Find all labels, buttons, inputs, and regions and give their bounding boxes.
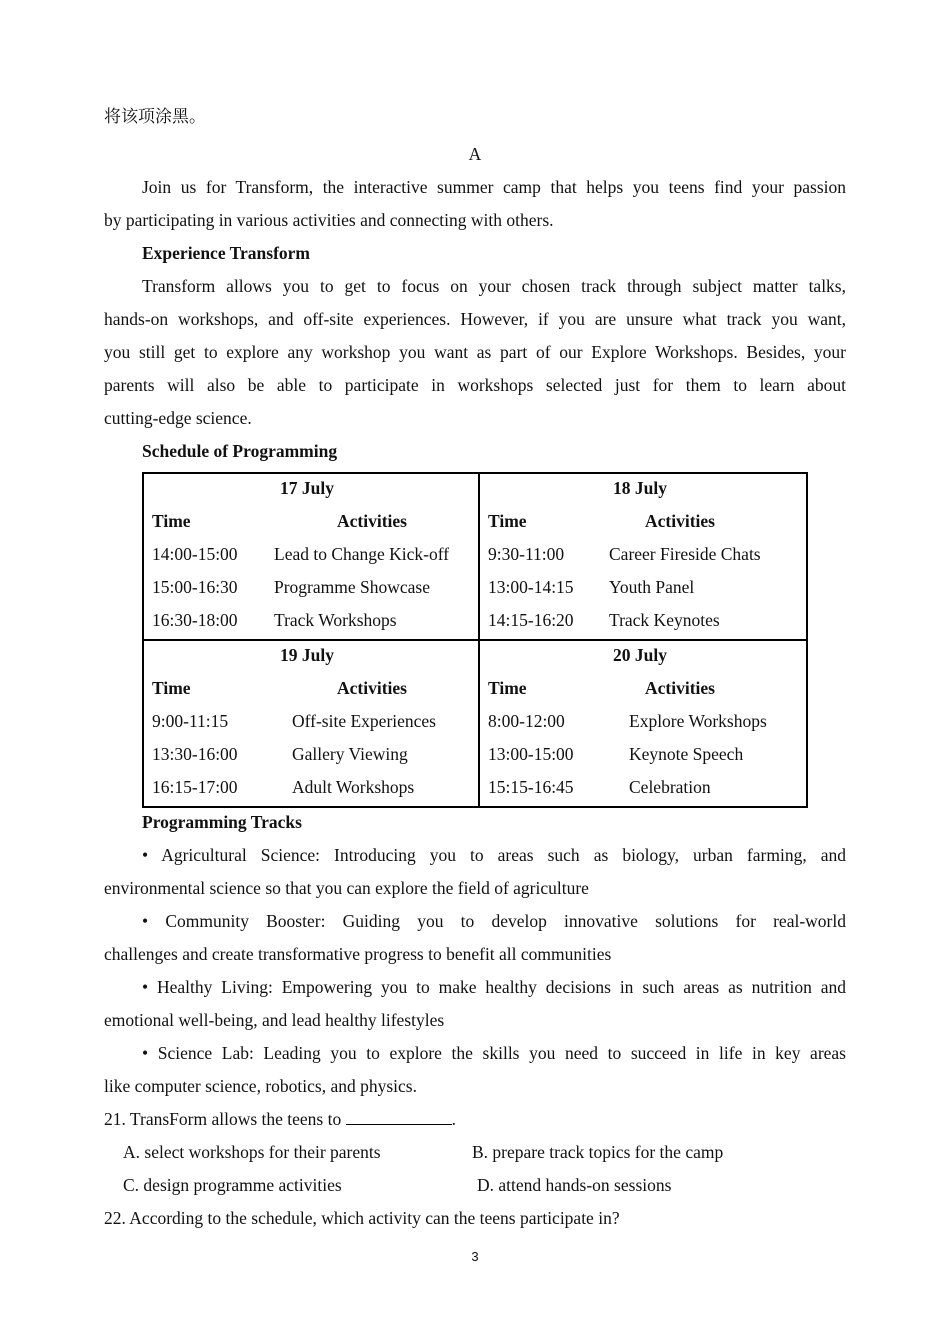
- schedule-time: 16:15-17:00: [152, 777, 238, 797]
- track-item-line: environmental science so that you can explore the field of agriculture: [104, 878, 589, 898]
- day-date: 17 July: [280, 478, 334, 498]
- schedule-day-17-july: [144, 474, 480, 639]
- answer-blank: [346, 1108, 452, 1125]
- schedule-activity: Career Fireside Chats: [609, 544, 761, 564]
- schedule-activity: Youth Panel: [609, 577, 695, 597]
- schedule-activity: Track Keynotes: [609, 610, 720, 630]
- instruction-text: 将该项涂黑。: [104, 107, 206, 127]
- page-number: 3: [471, 1249, 479, 1264]
- schedule-time: 9:00-11:15: [152, 711, 229, 731]
- experience-line: Transform allows you to get to focus on your chosen track through subject matter talks,: [142, 276, 846, 296]
- schedule-activity: Track Workshops: [274, 610, 397, 630]
- schedule-activity: Keynote Speech: [629, 744, 744, 764]
- activities-header: Activities: [645, 678, 715, 698]
- schedule-time: 9:30-11:00: [488, 544, 565, 564]
- schedule-time: 13:30-16:00: [152, 744, 238, 764]
- activities-header: Activities: [337, 511, 407, 531]
- day-date: 18 July: [613, 478, 667, 498]
- schedule-time: 15:00-16:30: [152, 577, 238, 597]
- time-header: Time: [152, 678, 191, 698]
- schedule-time: 13:00-15:00: [488, 744, 574, 764]
- track-item-line: • Science Lab: Leading you to explore the skills you need to succeed in life in key areas: [142, 1043, 846, 1063]
- schedule-heading: Schedule of Programming: [142, 441, 338, 461]
- option-d: D. attend hands-on sessions: [477, 1175, 672, 1195]
- schedule-table-top: [142, 472, 808, 641]
- experience-line: you still get to explore any workshop you want as part of our Explore Workshops. Besides, your: [104, 342, 846, 362]
- schedule-table-bottom: [142, 639, 808, 808]
- section-label: A: [468, 144, 482, 164]
- schedule-activity: Lead to Change Kick-off: [274, 544, 450, 564]
- intro-paragraph-line: by participating in various activities and connecting with others.: [104, 210, 554, 230]
- schedule-time: 15:15-16:45: [488, 777, 574, 797]
- schedule-activity: Gallery Viewing: [292, 744, 408, 764]
- schedule-activity: Off-site Experiences: [292, 711, 436, 731]
- option-c: C. design programme activities: [123, 1175, 342, 1195]
- schedule-time: 16:30-18:00: [152, 610, 238, 630]
- schedule-time: 14:00-15:00: [152, 544, 238, 564]
- time-header: Time: [488, 511, 527, 531]
- question-stem-end: .: [451, 1109, 456, 1129]
- schedule-activity: Explore Workshops: [629, 711, 767, 731]
- option-b: B. prepare track topics for the camp: [472, 1142, 724, 1162]
- schedule-activity: Adult Workshops: [292, 777, 415, 797]
- question-21: [104, 1108, 846, 1130]
- track-item-line: • Agricultural Science: Introducing you to areas such as biology, urban farming, and: [142, 845, 846, 865]
- schedule-time: 13:00-14:15: [488, 577, 574, 597]
- time-header: Time: [488, 678, 527, 698]
- intro-paragraph-line: Join us for Transform, the interactive summer camp that helps you teens find your passion: [142, 177, 846, 197]
- track-item-line: • Healthy Living: Empowering you to make healthy decisions in such areas as nutrition and: [142, 977, 846, 997]
- experience-line: hands-on workshops, and off-site experiences. However, if you are unsure what track you want,: [104, 309, 846, 329]
- time-header: Time: [152, 511, 191, 531]
- activities-header: Activities: [337, 678, 407, 698]
- option-a: A. select workshops for their parents: [123, 1142, 381, 1162]
- track-item-line: • Community Booster: Guiding you to develop innovative solutions for real-world: [142, 911, 846, 931]
- activities-header: Activities: [645, 511, 715, 531]
- experience-line: parents will also be able to participate in workshops selected just for them to learn about: [104, 375, 846, 395]
- question-22: 22. According to the schedule, which activity can the teens participate in?: [104, 1208, 620, 1228]
- schedule-time: 14:15-16:20: [488, 610, 574, 630]
- day-date: 20 July: [613, 645, 667, 665]
- track-item-line: emotional well-being, and lead healthy lifestyles: [104, 1010, 445, 1030]
- schedule-day-19-july: [144, 641, 480, 806]
- schedule-day-20-july: [480, 641, 806, 806]
- tracks-heading: Programming Tracks: [142, 812, 302, 832]
- track-item-line: challenges and create transformative progress to benefit all communities: [104, 944, 612, 964]
- day-date: 19 July: [280, 645, 334, 665]
- track-item-line: like computer science, robotics, and physics.: [104, 1076, 417, 1096]
- question-stem: 21. TransForm allows the teens to: [104, 1109, 342, 1129]
- schedule-activity: Celebration: [629, 777, 711, 797]
- schedule-day-18-july: [480, 474, 806, 639]
- schedule-activity: Programme Showcase: [274, 577, 431, 597]
- experience-line: cutting-edge science.: [104, 408, 252, 428]
- experience-heading: Experience Transform: [142, 243, 311, 263]
- schedule-time: 8:00-12:00: [488, 711, 565, 731]
